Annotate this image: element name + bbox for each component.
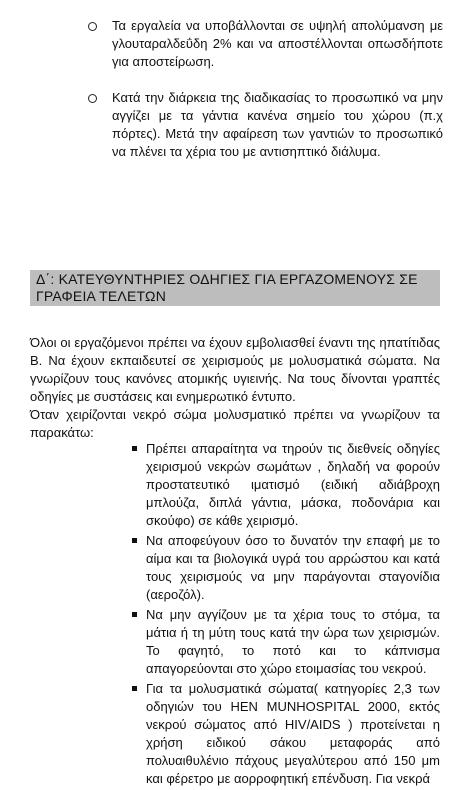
square-bullet-icon xyxy=(132,538,137,543)
list-item-text: Τα εργαλεία να υποβάλλονται σε υψηλή απολύμανση με γλουταραλδεΰδη 2% και να αποστέλλονται οπωσδήποτε για αποστείρωση. xyxy=(112,18,443,69)
list-item xyxy=(0,680,473,788)
square-bullet-icon xyxy=(132,612,137,617)
circle-bullet-icon xyxy=(88,22,97,31)
section-heading-bar xyxy=(30,270,440,306)
list-item-text: Να αποφεύγουν όσο το δυνατόν την επαφή με το αίμα και τα βιολογικά υγρά του αρρώστου και κατά τους χειρισμούς να μην παράγονται σταγονίδια (αεροζόλ). xyxy=(146,533,440,602)
list-item xyxy=(0,17,473,71)
square-bullet-icon xyxy=(132,446,137,451)
list-item xyxy=(0,532,473,604)
decontamination-list xyxy=(0,17,473,161)
list-item-text: Να μην αγγίζουν με τα χέρια τους το στόμα, τα μάτια ή τη μύτη τους κατά την ώρα των χειρισμών. Το φαγητό, το ποτό και το κάπνισμα απαγορεύονται στο χώρο ετοιμασίας του νεκρού. xyxy=(146,607,440,676)
intro-paragraph: Όλοι οι εργαζόμενοι πρέπει να έχουν εμβολιασθεί έναντι της ηπατίτιδας Β. Να έχουν εκπαιδευτεί σε χειρισμούς με μολυσματικά σώματα. Να γνωρίζουν τους κανόνες ατομικής υγιεινής. Να τους δίνονται γραπτές οδηγίες με συστάσεις και ενημερωτικό έντυπο. xyxy=(30,335,440,404)
list-item xyxy=(0,440,473,530)
circle-bullet-icon xyxy=(88,94,97,103)
list-item-text: Κατά την διάρκεια της διαδικασίας το προσωπικό να μην αγγίζει με τα γάντια κανένα σημείο του χώρου (π.χ πόρτες). Μετά την αφαίρεση των γαντιών το προσωπικό να πλένει τα χέρια του με αντισηπτικό διάλυμα. xyxy=(112,90,443,159)
list-item xyxy=(0,606,473,678)
list-item-text: Πρέπει απαραίτητα να τηρούν τις διεθνείς οδηγίες χειρισμού νεκρών σωμάτων , δηλαδή να φορούν προστατευτικό ιματισμό (ειδική αδιάβροχη μπλούζα, διπλά γάντια, μάσκα, ποδονάρια και σκούφο) σε κάθε χειρισμό. xyxy=(146,441,440,528)
list-item-text: Για τα μολυσματικά σώματα( κατηγορίες 2,3 των οδηγιών του HEN MUNHOSPITAL 2000, εκτός νεκρού σώματος από HIV/AIDS ) προτείνεται η χρήση ειδικού σάκου μεταφοράς από πολυαιθυλένιο πάχους μεγαλύτερου από 150 μm και φέρετρο με αορροφητική επένδυση. Για νεκρά xyxy=(146,681,440,786)
lead-in-paragraph: Όταν χειρίζονται νεκρό σώμα μολυσματικό πρέπει να γνωρίζουν τα παρακάτω: xyxy=(30,407,440,440)
list-item xyxy=(0,89,473,161)
square-bullet-icon xyxy=(132,686,137,691)
handling-guidelines-list xyxy=(0,440,473,790)
section-heading: Δ΄: ΚΑΤΕΥΘΥΝΤΗΡΙΕΣ ΟΔΗΓΙΕΣ ΓΙΑ ΕΡΓΑΖΟΜΕΝΟΥΣ ΣΕ ΓΡΑΦΕΙΑ ΤΕΛΕΤΩΝ xyxy=(36,271,418,304)
